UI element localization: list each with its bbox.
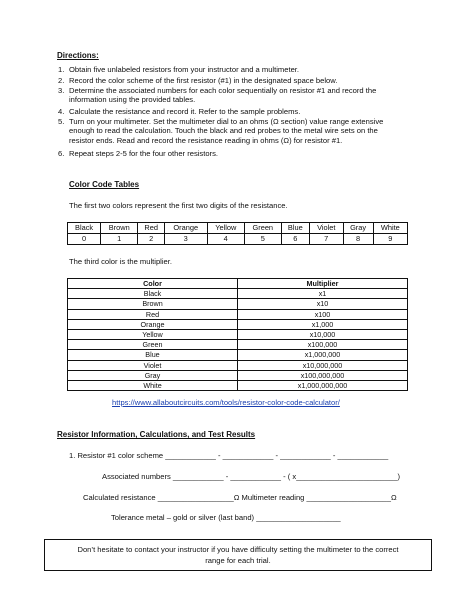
direction-text-line: Determine the associated numbers for each color sequentially on resistor #1 and record the <box>69 86 377 95</box>
digit-cell: 1 <box>101 234 138 245</box>
multiplier-row <box>68 299 408 309</box>
color-name-cell: Orange <box>164 223 207 234</box>
multiplier-color-cell: Red <box>68 309 238 319</box>
direction-number: 5. <box>58 117 65 126</box>
multiplier-row <box>68 289 408 299</box>
multiplier-value-cell: x1,000 <box>238 319 408 329</box>
tolerance-line: Tolerance metal – gold or silver (last band) ____________________ <box>111 513 341 522</box>
direction-item <box>58 107 409 116</box>
color-name-cell: Blue <box>281 223 309 234</box>
direction-text-line: enough to read the calculation. Touch the black and red probes to the metal wire sets on the <box>69 126 378 136</box>
mult-header-color: Color <box>68 279 238 289</box>
multiplier-color-cell: Brown <box>68 299 238 309</box>
multiplier-value-cell: x100,000,000 <box>238 370 408 380</box>
directions-heading: Directions: <box>57 51 99 60</box>
color-name-cell: Black <box>68 223 101 234</box>
calculator-link[interactable]: https://www.allaboutcircuits.com/tools/resistor-color-code-calculator/ <box>112 398 340 407</box>
digit-cell: 8 <box>343 234 373 245</box>
color-name-cell: Brown <box>101 223 138 234</box>
multiplier-row <box>68 340 408 350</box>
direction-item <box>58 86 409 105</box>
digit-cell: 2 <box>138 234 165 245</box>
direction-text-line: Turn on your multimeter. Set the multimeter dial to an ohms (Ω section) value range extensive <box>69 117 384 126</box>
multiplier-value-cell: x100 <box>238 309 408 319</box>
direction-text-line: information using the provided tables. <box>69 95 196 105</box>
multiplier-value-cell: x100,000 <box>238 340 408 350</box>
direction-item <box>58 117 409 145</box>
digit-cell: 9 <box>373 234 407 245</box>
direction-number: 6. <box>58 149 65 158</box>
multiplier-row <box>68 319 408 329</box>
color-name-cell: Red <box>138 223 165 234</box>
color-name-cell: Green <box>244 223 281 234</box>
multiplier-color-cell: Yellow <box>68 329 238 339</box>
color-name-cell: Yellow <box>207 223 244 234</box>
direction-text-line: Calculate the resistance and record it. Refer to the sample problems. <box>69 107 301 116</box>
instructor-notice-box <box>44 539 432 571</box>
multiplier-intro: The third color is the multiplier. <box>69 257 172 266</box>
multiplier-row <box>68 370 408 380</box>
direction-item <box>58 76 409 85</box>
direction-item <box>58 65 409 74</box>
digit-color-table <box>67 222 408 245</box>
direction-text-line: Obtain five unlabeled resistors from your instructor and a multimeter. <box>69 65 300 74</box>
digit-cell: 4 <box>207 234 244 245</box>
color-name-cell: Violet <box>309 223 343 234</box>
digit-cell: 0 <box>68 234 101 245</box>
color-name-cell: White <box>373 223 407 234</box>
multiplier-row <box>68 329 408 339</box>
digit-cell: 3 <box>164 234 207 245</box>
multiplier-color-cell: Violet <box>68 360 238 370</box>
multiplier-value-cell: x1,000,000,000 <box>238 380 408 390</box>
direction-number: 1. <box>58 65 65 74</box>
multiplier-color-cell: Orange <box>68 319 238 329</box>
digit-cell: 5 <box>244 234 281 245</box>
digit-cell: 6 <box>281 234 309 245</box>
multiplier-row <box>68 360 408 370</box>
multiplier-value-cell: x1,000,000 <box>238 350 408 360</box>
color-code-intro: The first two colors represent the first two digits of the resistance. <box>69 201 288 210</box>
multiplier-row <box>68 380 408 390</box>
multiplier-color-cell: Green <box>68 340 238 350</box>
multiplier-value-cell: x1 <box>238 289 408 299</box>
color-name-cell: Gray <box>343 223 373 234</box>
color-code-heading: Color Code Tables <box>69 180 140 189</box>
direction-item <box>58 149 409 158</box>
multiplier-row <box>68 350 408 360</box>
direction-text-line: resistor ends. Read and record the resistance reading in ohms (Ω) for resistor #1. <box>69 135 343 145</box>
associated-numbers-line: Associated numbers ____________ - ____________ - ( x________________________) <box>102 472 401 481</box>
multiplier-row <box>68 309 408 319</box>
multiplier-value-cell: x10,000 <box>238 329 408 339</box>
multiplier-color-cell: Black <box>68 289 238 299</box>
multiplier-color-cell: White <box>68 380 238 390</box>
digit-color-row <box>68 223 408 234</box>
multiplier-value-cell: x10 <box>238 299 408 309</box>
multiplier-table <box>67 278 408 391</box>
mult-header-multiplier: Multiplier <box>238 279 408 289</box>
direction-number: 3. <box>58 86 65 95</box>
resistor-info-heading: Resistor Information, Calculations, and Test Results <box>57 430 256 439</box>
multiplier-color-cell: Blue <box>68 350 238 360</box>
multiplier-value-cell: x10,000,000 <box>238 360 408 370</box>
direction-text-line: Record the color scheme of the first resistor (#1) in the designated space below. <box>69 76 338 85</box>
direction-text-line: Repeat steps 2-5 for the four other resistors. <box>69 149 218 158</box>
multiplier-color-cell: Gray <box>68 370 238 380</box>
resistance-line: Calculated resistance __________________Ω Multimeter reading ____________________Ω <box>83 493 397 502</box>
direction-number: 2. <box>58 76 65 85</box>
direction-number: 4. <box>58 107 65 116</box>
instructor-notice-text: Don’t hesitate to contact your instructor if you have difficulty setting the multimeter to the correct range for each trial. <box>77 545 399 565</box>
digit-value-row <box>68 234 408 245</box>
color-scheme-line: 1. Resistor #1 color scheme ____________ - ____________ - ____________ - ____________ <box>69 451 389 460</box>
digit-cell: 7 <box>309 234 343 245</box>
